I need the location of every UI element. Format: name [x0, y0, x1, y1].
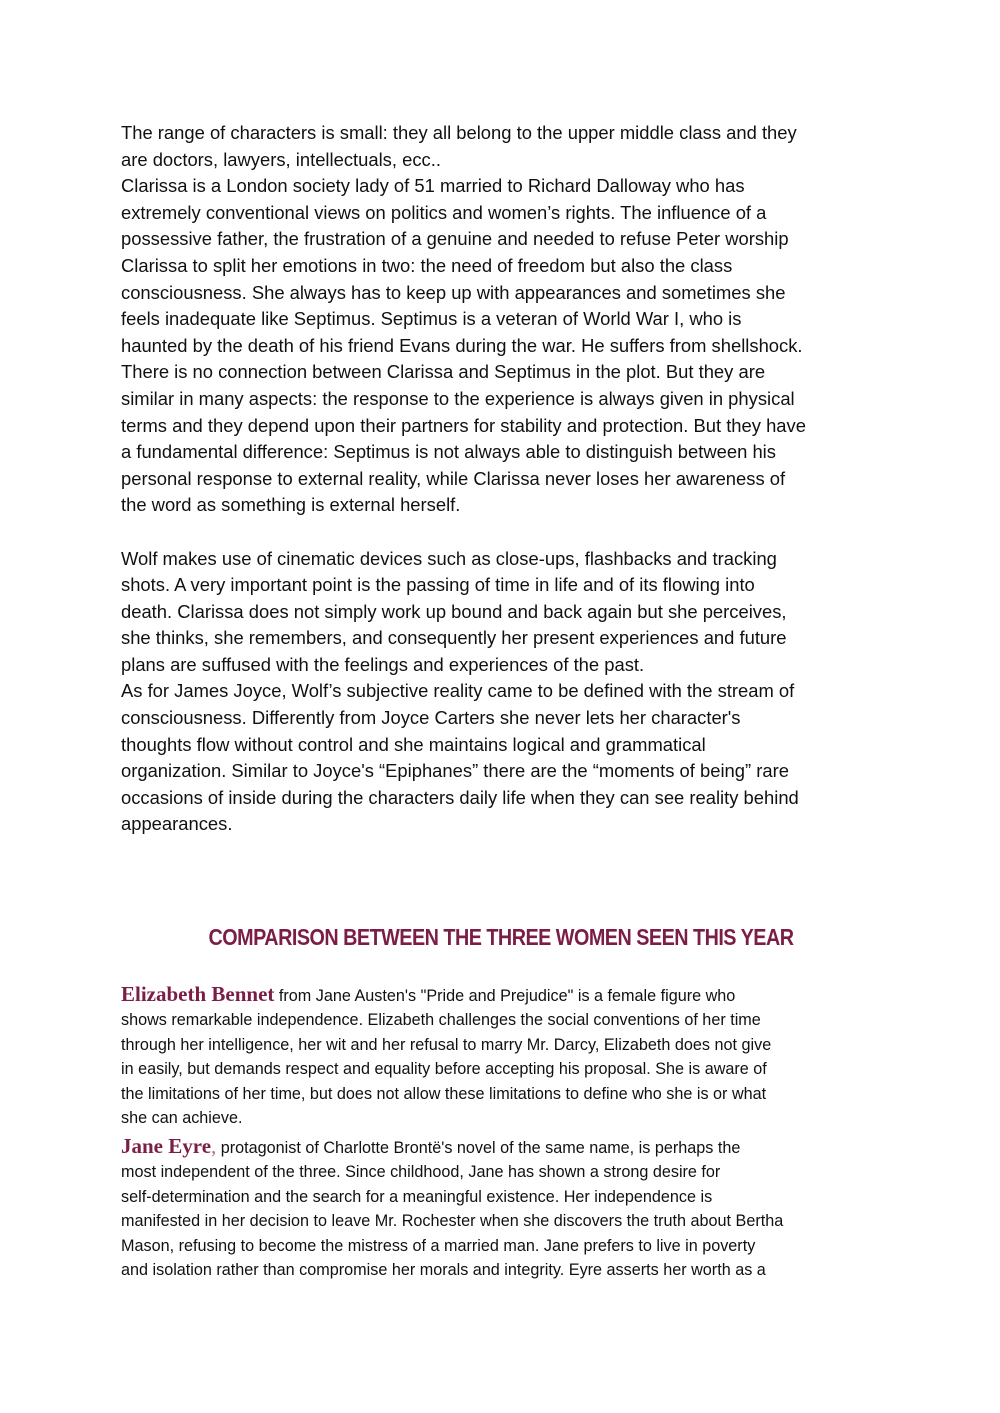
- text-line: in easily, but demands respect and equality before accepting his proposal. She is aware of: [121, 1060, 767, 1079]
- jane-eyre-paragraph: [121, 1134, 881, 1282]
- text-line: a fundamental difference: Septimus is not always able to distinguish between his: [121, 441, 776, 463]
- text-line: There is no connection between Clarissa and Septimus in the plot. But they are: [121, 361, 766, 383]
- text-line: [121, 982, 881, 1008]
- text-line: occasions of inside during the characters daily life when they can see reality behind: [121, 786, 799, 808]
- text-line: plans are suffused with the feelings and experiences of the past.: [121, 653, 645, 675]
- text-line: the limitations of her time, but does not allow these limitations to define who she is or what: [121, 1084, 767, 1103]
- text-line: and isolation rather than compromise her morals and integrity. Eyre asserts her worth as a: [121, 1261, 766, 1280]
- text-line: extremely conventional views on politics and women’s rights. The influence of a: [121, 201, 767, 223]
- text-line: she thinks, she remembers, and consequently her present experiences and future: [121, 627, 787, 649]
- elizabeth-bennet-name: Elizabeth Bennet: [121, 982, 275, 1006]
- text-line: [121, 1134, 881, 1160]
- text-line: Clarissa to split her emotions in two: the need of freedom but also the class: [121, 254, 733, 276]
- text-span: ,: [211, 1134, 217, 1158]
- text-line: Clarissa is a London society lady of 51 married to Richard Dalloway who has: [121, 175, 745, 197]
- intro-paragraph-cinematic: [121, 546, 881, 839]
- text-line: self-determination and the search for a meaningful existence. Her independence is: [121, 1187, 713, 1206]
- text-span: from Jane Austen's "Pride and Prejudice" is a female figure who: [274, 987, 736, 1005]
- text-line: appearances.: [121, 813, 233, 835]
- text-line: Mason, refusing to become the mistress of a married man. Jane prefers to live in poverty: [121, 1236, 756, 1255]
- text-line: she can achieve.: [121, 1109, 243, 1128]
- text-line: organization. Similar to Joyce's “Epiphanes” there are the “moments of being” rare: [121, 760, 789, 782]
- text-line: The range of characters is small: they all belong to the upper middle class and they: [121, 122, 797, 143]
- jane-eyre-name: Jane Eyre: [121, 1134, 212, 1158]
- text-line: terms and they depend upon their partners for stability and protection. But they have: [121, 414, 806, 436]
- text-line: the word as something is external herself.: [121, 494, 461, 516]
- elizabeth-bennet-paragraph: [121, 982, 881, 1130]
- text-line: manifested in her decision to leave Mr. Rochester when she discovers the truth about Bertha: [121, 1212, 784, 1231]
- intro-paragraph-characters: [121, 120, 881, 519]
- text-line: death. Clarissa does not simply work up bound and back again but she perceives,: [121, 600, 787, 622]
- text-line: As for James Joyce, Wolf’s subjective reality came to be defined with the stream of: [121, 680, 795, 702]
- document-page: [121, 120, 881, 1280]
- text-line: most independent of the three. Since childhood, Jane has shown a strong desire for: [121, 1163, 721, 1182]
- text-line: thoughts flow without control and she maintains logical and grammatical: [121, 733, 706, 755]
- text-line: shows remarkable independence. Elizabeth challenges the social conventions of her time: [121, 1011, 761, 1030]
- text-line: consciousness. She always has to keep up with appearances and sometimes she: [121, 281, 786, 303]
- text-line: possessive father, the frustration of a genuine and needed to refuse Peter worship: [121, 228, 789, 250]
- text-span: protagonist of Charlotte Brontë's novel of the same name, is perhaps the: [216, 1139, 741, 1157]
- text-line: shots. A very important point is the passing of time in life and of its flowing into: [121, 574, 755, 596]
- text-line: feels inadequate like Septimus. Septimus is a veteran of World War I, who is: [121, 308, 742, 330]
- paragraph-gap: [121, 519, 881, 546]
- text-line: Wolf makes use of cinematic devices such as close-ups, flashbacks and tracking: [121, 547, 777, 569]
- text-line: similar in many aspects: the response to the experience is always given in physical: [121, 387, 795, 409]
- text-line: haunted by the death of his friend Evans during the war. He suffers from shellshock.: [121, 334, 803, 356]
- section-heading: COMPARISON BETWEEN THE THREE WOMEN SEEN THIS YEAR: [208, 924, 794, 950]
- text-line: are doctors, lawyers, intellectuals, ecc..: [121, 148, 441, 170]
- text-line: personal response to external reality, while Clarissa never loses her awareness of: [121, 467, 786, 489]
- text-line: through her intelligence, her wit and her refusal to marry Mr. Darcy, Elizabeth does not give: [121, 1035, 772, 1054]
- text-line: consciousness. Differently from Joyce Carters she never lets her character's: [121, 707, 741, 729]
